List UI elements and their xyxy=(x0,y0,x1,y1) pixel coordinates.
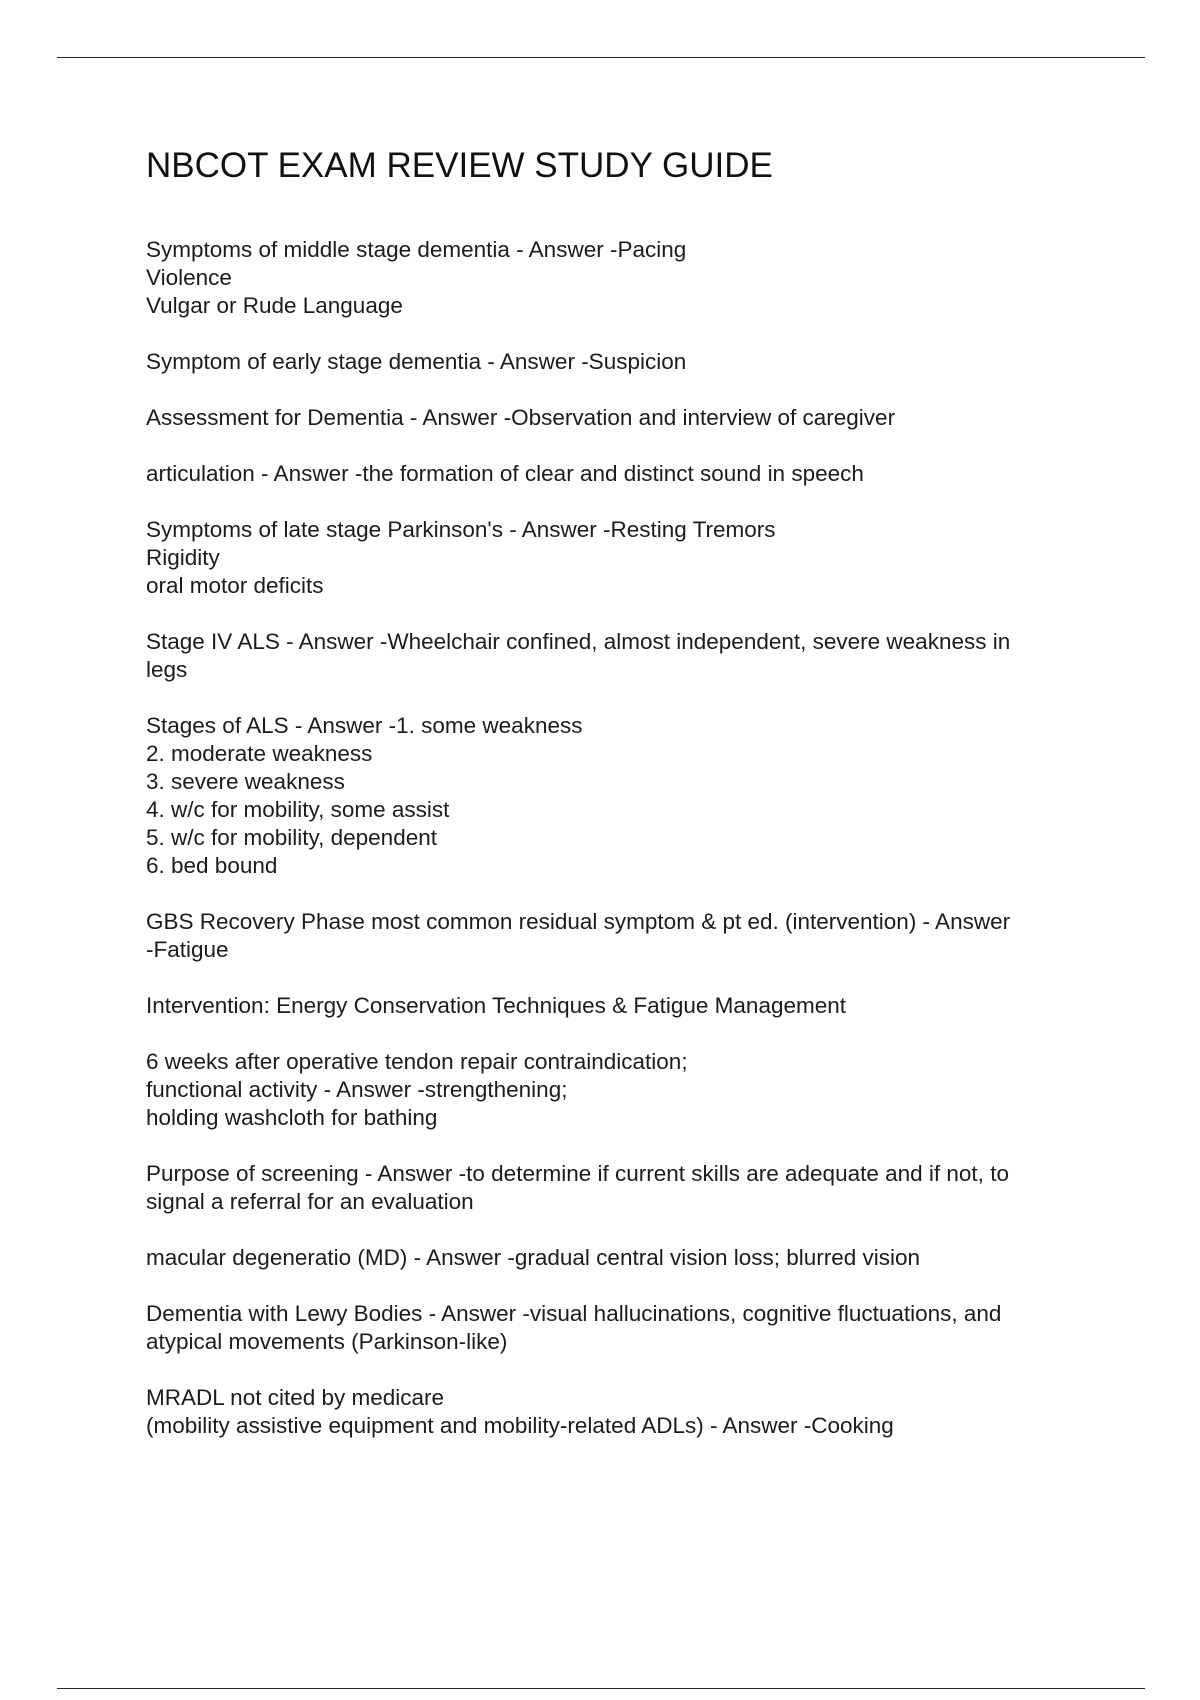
qa-item-5: Symptoms of late stage Parkinson's - Answer -Resting Tremors Rigidity oral motor deficits xyxy=(146,517,776,598)
qa-item-7: Stages of ALS - Answer -1. some weakness 2. moderate weakness 3. severe weakness 4. w/c for mobility, some assist 5. w/c for mobility, dependent 6. bed bound xyxy=(146,713,583,878)
qa-item-2: Symptom of early stage dementia - Answer -Suspicion xyxy=(146,349,687,374)
bottom-rule xyxy=(57,1688,1145,1689)
qa-item-12: macular degeneratio (MD) - Answer -gradual central vision loss; blurred vision xyxy=(146,1245,921,1270)
qa-item-4: articulation - Answer -the formation of clear and distinct sound in speech xyxy=(146,461,864,486)
qa-list xyxy=(146,236,1101,1440)
qa-item-11: Purpose of screening - Answer -to determine if current skills are adequate and if not, to signal a referral for an evaluation xyxy=(146,1161,1009,1214)
top-rule xyxy=(57,57,1145,58)
qa-item-13: Dementia with Lewy Bodies - Answer -visual hallucinations, cognitive fluctuations, and atypical movements (Parkinson-like) xyxy=(146,1301,1002,1354)
document-body xyxy=(146,142,1101,1468)
page-title: NBCOT EXAM REVIEW STUDY GUIDE xyxy=(146,146,773,185)
qa-item-14: MRADL not cited by medicare (mobility assistive equipment and mobility-related ADLs) - Answer -Cooking xyxy=(146,1385,894,1438)
qa-item-1: Symptoms of middle stage dementia - Answer -Pacing Violence Vulgar or Rude Language xyxy=(146,237,687,318)
qa-item-3: Assessment for Dementia - Answer -Observation and interview of caregiver xyxy=(146,405,896,430)
qa-item-8: GBS Recovery Phase most common residual symptom & pt ed. (intervention) - Answer -Fatigue xyxy=(146,909,1011,962)
qa-item-10: 6 weeks after operative tendon repair contraindication; functional activity - Answer -strengthening; holding washcloth for bathing xyxy=(146,1049,688,1130)
qa-item-6: Stage IV ALS - Answer -Wheelchair confined, almost independent, severe weakness in legs xyxy=(146,629,1011,682)
qa-item-9: Intervention: Energy Conservation Techniques & Fatigue Management xyxy=(146,993,847,1018)
